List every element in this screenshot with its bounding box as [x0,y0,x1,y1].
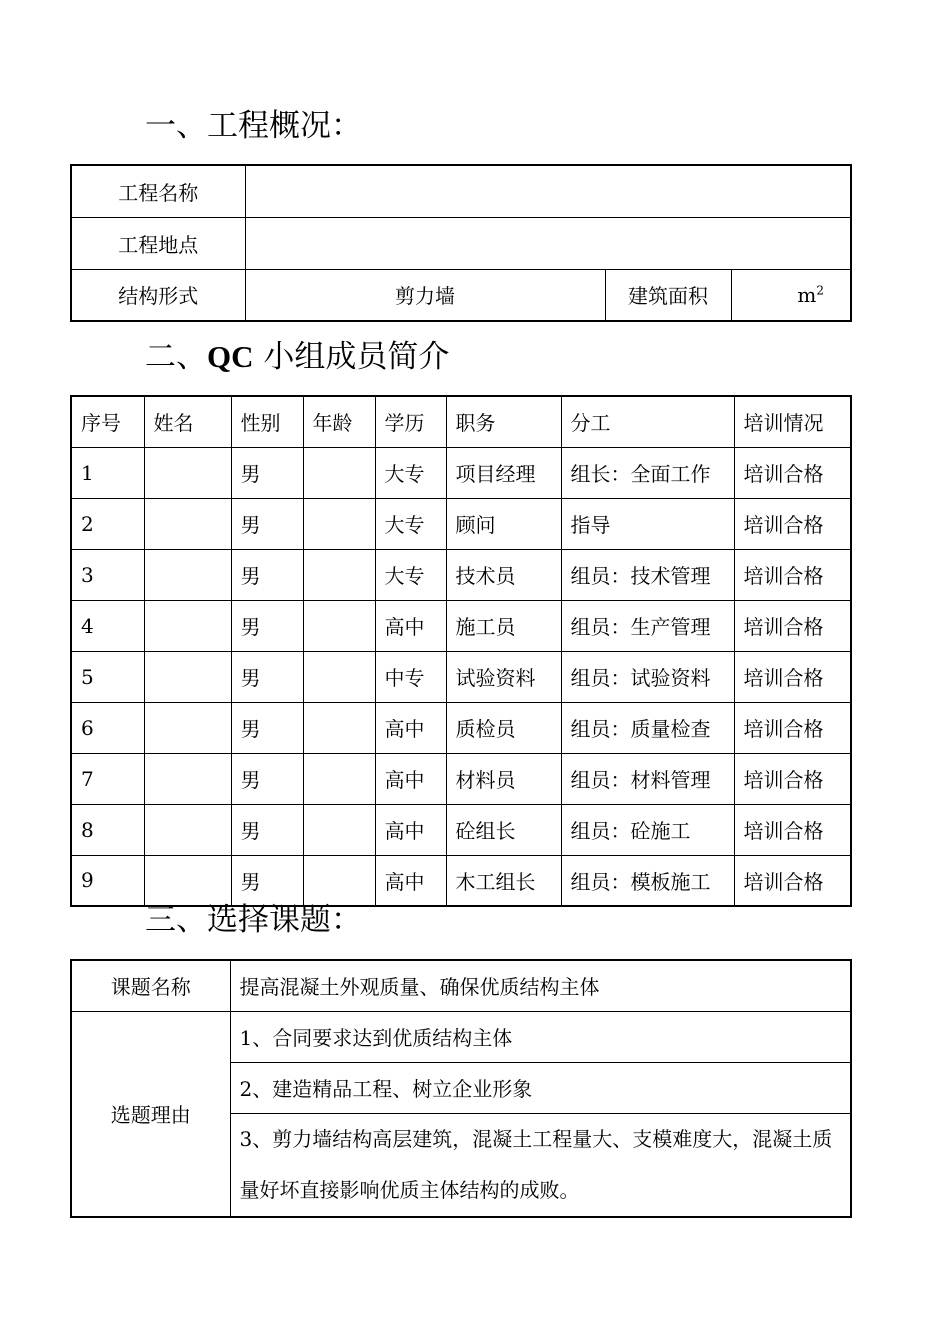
cell-gender: 男 [231,447,303,498]
cell-duty: 组员：材料管理 [561,753,734,804]
table-row [71,447,851,498]
building-area-value [731,269,851,321]
cell-position: 技术员 [446,549,561,600]
cell-duty: 指导 [561,498,734,549]
qc-members-table [70,395,852,907]
cell-training: 培训合格 [734,549,851,600]
cell-name [144,753,231,804]
header-seq: 序号 [71,396,144,447]
table-row [71,702,851,753]
cell-duty: 组长：全面工作 [561,447,734,498]
table-row [71,651,851,702]
overview-row-structure [71,269,851,321]
cell-name [144,855,231,906]
section-2-suffix: 小组成员简介 [253,339,450,375]
cell-name [144,498,231,549]
building-area-label: 建筑面积 [605,269,731,321]
members-header-row [71,396,851,447]
cell-seq: 8 [71,804,144,855]
header-position: 职务 [446,396,561,447]
topic-name-value: 提高混凝土外观质量、确保优质结构主体 [230,960,851,1011]
cell-name [144,600,231,651]
section-2-prefix: 二、 [145,339,207,375]
cell-training: 培训合格 [734,855,851,906]
table-row [71,804,851,855]
cell-position: 项目经理 [446,447,561,498]
cell-age [303,447,375,498]
cell-duty: 组员：试验资料 [561,651,734,702]
table-row [71,753,851,804]
cell-training: 培训合格 [734,498,851,549]
area-unit-exponent: 2 [816,283,824,298]
cell-age [303,600,375,651]
cell-position: 材料员 [446,753,561,804]
project-name-label: 工程名称 [71,165,245,217]
header-age: 年龄 [303,396,375,447]
cell-name [144,804,231,855]
cell-age [303,651,375,702]
cell-position: 砼组长 [446,804,561,855]
overview-row-location [71,217,851,269]
table-row [71,855,851,906]
cell-gender: 男 [231,753,303,804]
cell-duty: 组员：模板施工 [561,855,734,906]
cell-position: 木工组长 [446,855,561,906]
cell-education: 高中 [375,702,446,753]
header-name: 姓名 [144,396,231,447]
cell-gender: 男 [231,600,303,651]
cell-education: 高中 [375,753,446,804]
cell-gender: 男 [231,855,303,906]
cell-name [144,702,231,753]
cell-duty: 组员：技术管理 [561,549,734,600]
cell-age [303,855,375,906]
cell-name [144,549,231,600]
cell-gender: 男 [231,549,303,600]
cell-name [144,651,231,702]
cell-gender: 男 [231,702,303,753]
cell-position: 顾问 [446,498,561,549]
cell-seq: 4 [71,600,144,651]
header-education: 学历 [375,396,446,447]
cell-seq: 1 [71,447,144,498]
cell-gender: 男 [231,651,303,702]
header-duty: 分工 [561,396,734,447]
cell-age [303,549,375,600]
cell-training: 培训合格 [734,702,851,753]
topic-selection-table [70,959,852,1218]
section-3-heading: 三、选择课题： [145,902,362,938]
cell-duty: 组员：质量检查 [561,702,734,753]
cell-position: 质检员 [446,702,561,753]
topic-row-reason-1 [71,1011,851,1062]
cell-name [144,447,231,498]
cell-age [303,498,375,549]
structure-type-label: 结构形式 [71,269,245,321]
cell-gender: 男 [231,804,303,855]
cell-position: 试验资料 [446,651,561,702]
table-row [71,498,851,549]
table-row [71,549,851,600]
topic-reason-3: 3、剪力墙结构高层建筑，混凝土工程量大、支模难度大，混凝土质量好坏直接影响优质主体结构的成败。 [230,1113,851,1217]
structure-type-value: 剪力墙 [245,269,605,321]
topic-reason-2: 2、建造精品工程、树立企业形象 [230,1062,851,1113]
topic-reason-label: 选题理由 [71,1011,230,1217]
cell-seq: 2 [71,498,144,549]
section-2-heading [145,337,449,377]
cell-education: 高中 [375,804,446,855]
project-location-label: 工程地点 [71,217,245,269]
cell-seq: 5 [71,651,144,702]
cell-education: 大专 [375,498,446,549]
cell-training: 培训合格 [734,651,851,702]
project-overview-table [70,164,852,322]
topic-name-label: 课题名称 [71,960,230,1011]
table-row [71,600,851,651]
cell-training: 培训合格 [734,804,851,855]
cell-seq: 3 [71,549,144,600]
cell-training: 培训合格 [734,753,851,804]
cell-education: 大专 [375,549,446,600]
cell-duty: 组员：生产管理 [561,600,734,651]
header-training: 培训情况 [734,396,851,447]
topic-row-name [71,960,851,1011]
section-1-heading: 一、工程概况： [145,108,362,144]
cell-seq: 6 [71,702,144,753]
topic-reason-1: 1、合同要求达到优质结构主体 [230,1011,851,1062]
cell-education: 大专 [375,447,446,498]
area-unit: m [797,282,817,307]
cell-education: 高中 [375,855,446,906]
cell-training: 培训合格 [734,600,851,651]
cell-seq: 7 [71,753,144,804]
cell-position: 施工员 [446,600,561,651]
cell-age [303,753,375,804]
overview-row-name [71,165,851,217]
cell-age [303,804,375,855]
cell-education: 高中 [375,600,446,651]
cell-seq: 9 [71,855,144,906]
cell-gender: 男 [231,498,303,549]
cell-training: 培训合格 [734,447,851,498]
section-2-bold: QC [207,339,254,374]
project-location-value [245,217,851,269]
header-gender: 性别 [231,396,303,447]
cell-duty: 组员：砼施工 [561,804,734,855]
cell-education: 中专 [375,651,446,702]
project-name-value [245,165,851,217]
cell-age [303,702,375,753]
